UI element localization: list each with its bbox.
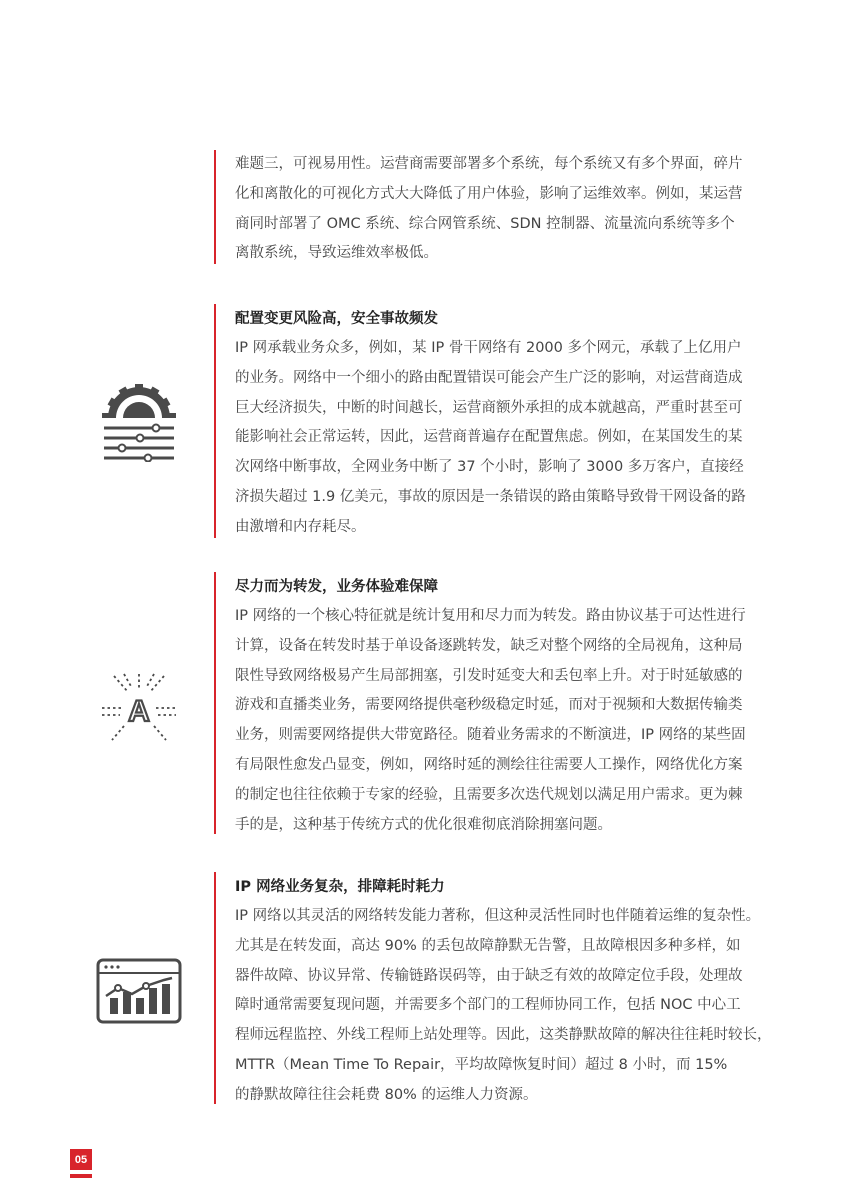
- section-accent-bar: [214, 572, 216, 834]
- intro-block: [214, 150, 774, 264]
- section-title: IP 网络业务复杂，排障耗时耗力: [235, 879, 445, 895]
- intro-paragraph: 难题三，可视易用性。运营商需要部署多个系统，每个系统又有多个界面，碎片 化和离散化的可视化方式大大降低了用户体验，影响了运维效率。例如，某运营 商同时部署了 OMC 系统、综合网管系统、SDN 控制器、流量流向系统等多个 离散系统，导致运维效率极低。: [235, 156, 743, 262]
- section-config-risk: [214, 304, 774, 538]
- section-accent-bar: [214, 304, 216, 538]
- section-best-effort: [214, 572, 774, 834]
- section-title: 配置变更风险高，安全事故频发: [235, 311, 438, 327]
- icon-letter: A: [128, 695, 150, 728]
- letter-a-burst-icon: [100, 670, 178, 746]
- section-paragraph: IP 网承载业务众多，例如，某 IP 骨干网络有 2000 多个网元，承载了上亿用户 的业务。网络中一个细小的路由配置错误可能会产生广泛的影响，对运营商造成 巨大经济损失，中断的时间越长，运营商额外承担的成本就越高，严重时甚至可 能影响社会正常运转，因此，运营商普遍存在配置焦虑。例如，在某国发生的某 次网络中断事故，全网业务中断了 37 个小时，影响了 3000 多万客户，直接经 济损失超过 1.9 亿美元，事故的原因是一条错误的路由策略导致骨干网设备的路 由激增和内存耗尽。: [235, 340, 746, 535]
- page-number-underline: [70, 1174, 92, 1178]
- section-accent-bar: [214, 150, 216, 264]
- section-paragraph: IP 网络以其灵活的网络转发能力著称，但这种灵活性同时也伴随着运维的复杂性。 尤其是在转发面，高达 90% 的丢包故障静默无告警，且故障根因多种多样，如 器件故障、协议异常、传输链路误码等，由于缺乏有效的故障定位手段，处理故 障时通常需要复现问题，并需要多个部门的工程师协同工作，包括 NOC 中心工 程师远程监控、外线工程师上站处理等。因此，这类静默故障的解决往往耗时较长， MTTR（Mean Time To Repair，平均故障恢复时间）超过 8 小时，而 15% 的静默故障往往会耗费 80% 的运维人力资源。: [235, 908, 772, 1103]
- section-title: 尽力而为转发，业务体验难保障: [235, 579, 438, 595]
- section-troubleshooting: [214, 872, 774, 1104]
- gear-sliders-icon: [100, 382, 178, 462]
- section-accent-bar: [214, 872, 216, 1104]
- chart-window-icon: [96, 958, 182, 1024]
- page-number: 05: [70, 1149, 92, 1170]
- section-paragraph: IP 网络的一个核心特征就是统计复用和尽力而为转发。路由协议基于可达性进行 计算，设备在转发时基于单设备逐跳转发，缺乏对整个网络的全局视角，这种局 限性导致网络极易产生局部拥塞，引发时延变大和丢包率上升。对于时延敏感的 游戏和直播类业务，需要网络提供毫秒级稳定时延，而对于视频和大数据传输类 业务，则需要网络提供大带宽路径。随着业务需求的不断演进，IP 网络的某些固 有局限性愈发凸显变，例如，网络时延的测绘往往需要人工操作，网络优化方案 的制定也往往依赖于专家的经验，且需要多次迭代规划以满足用户需求。更为棘 手的是，这种基于传统方式的优化很难彻底消除拥塞问题。: [235, 608, 746, 833]
